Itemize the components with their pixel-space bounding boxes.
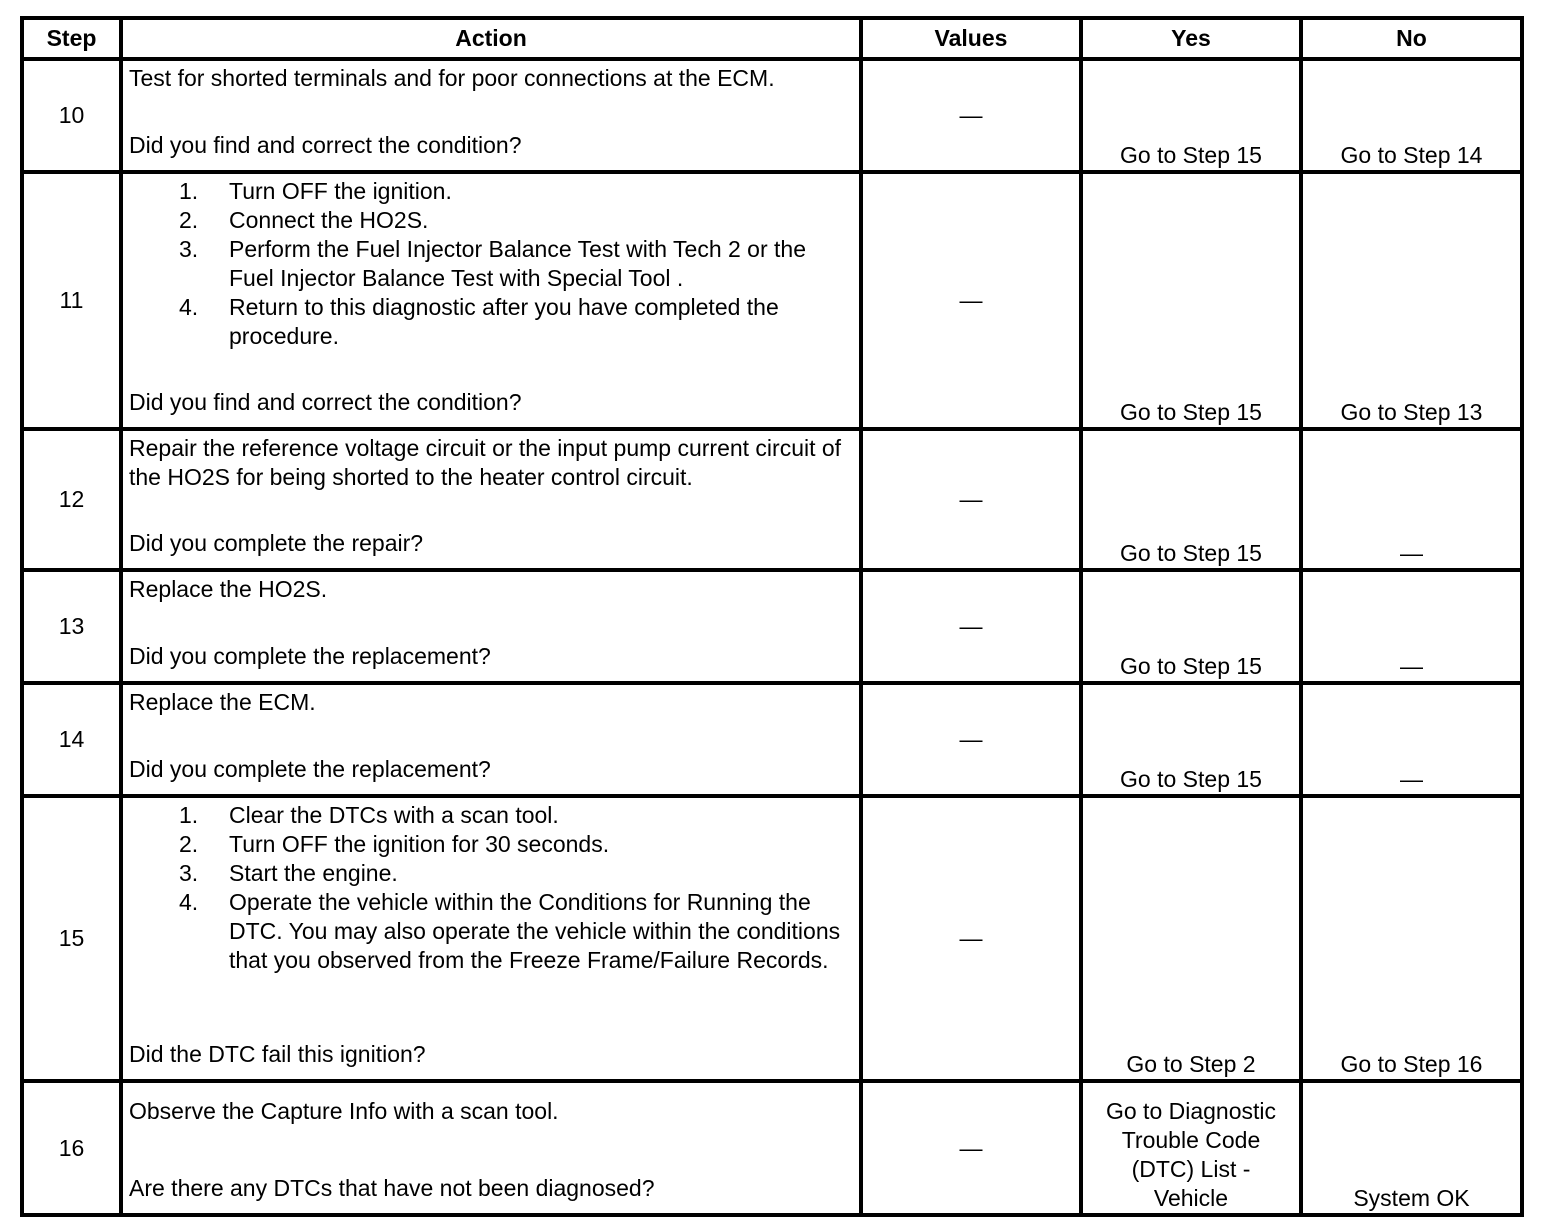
values-cell: — [861, 429, 1081, 570]
no-cell: System OK [1301, 1081, 1522, 1215]
list-item-number: 4. [179, 294, 199, 320]
yes-cell: Go to Step 15 [1081, 683, 1301, 796]
values-cell: — [861, 683, 1081, 796]
list-item [179, 293, 853, 351]
values-cell: — [861, 1081, 1081, 1215]
list-item-text: Return to this diagnostic after you have completed the procedure. [229, 294, 779, 349]
table-row [22, 1081, 1522, 1215]
header-yes: Yes [1081, 18, 1301, 59]
table-row [22, 172, 1522, 429]
no-cell: Go to Step 13 [1301, 172, 1522, 429]
step-number: 15 [22, 796, 121, 1081]
list-item-text: Turn OFF the ignition for 30 seconds. [229, 831, 610, 857]
action-cell [121, 796, 861, 1081]
action-cell [121, 59, 861, 172]
header-step: Step [22, 18, 121, 59]
list-item [179, 859, 853, 888]
step-number: 10 [22, 59, 121, 172]
values-cell: — [861, 172, 1081, 429]
action-question: Did you complete the replacement? [129, 756, 491, 782]
list-item [179, 206, 853, 235]
list-item-text: Perform the Fuel Injector Balance Test with Tech 2 or the Fuel Injector Balance Test with Special Tool . [229, 236, 806, 291]
header-values: Values [861, 18, 1081, 59]
yes-cell: Go to Step 15 [1081, 172, 1301, 429]
action-text: Test for shorted terminals and for poor connections at the ECM. [129, 65, 775, 91]
table-row [22, 429, 1522, 570]
list-item-number: 2. [179, 207, 199, 233]
diagnostic-table [20, 16, 1524, 1217]
action-text: Replace the HO2S. [129, 576, 328, 602]
list-item [179, 888, 853, 975]
action-text: Observe the Capture Info with a scan tool. [129, 1098, 559, 1124]
yes-cell: Go to Step 15 [1081, 429, 1301, 570]
list-item-number: 2. [179, 831, 199, 857]
header-no: No [1301, 18, 1522, 59]
action-cell [121, 1081, 861, 1215]
no-cell: Go to Step 14 [1301, 59, 1522, 172]
no-cell: — [1301, 683, 1522, 796]
header-action: Action [121, 18, 861, 59]
list-item-number: 3. [179, 236, 199, 262]
values-cell: — [861, 796, 1081, 1081]
yes-cell: Go to Step 2 [1081, 796, 1301, 1081]
values-cell: — [861, 570, 1081, 683]
step-number: 14 [22, 683, 121, 796]
yes-cell: Go to Step 15 [1081, 59, 1301, 172]
action-cell [121, 683, 861, 796]
action-question: Did you find and correct the condition? [129, 389, 522, 415]
action-question: Did you complete the replacement? [129, 643, 491, 669]
action-question: Did you complete the repair? [129, 530, 424, 556]
action-cell [121, 172, 861, 429]
action-text: Replace the ECM. [129, 689, 316, 715]
table-row [22, 683, 1522, 796]
step-number: 13 [22, 570, 121, 683]
list-item [179, 801, 853, 830]
action-text: Repair the reference voltage circuit or the input pump current circuit of the HO2S for being shorted to the heater control circuit. [129, 435, 842, 490]
no-cell: — [1301, 570, 1522, 683]
step-number: 12 [22, 429, 121, 570]
no-cell: Go to Step 16 [1301, 796, 1522, 1081]
list-item-number: 4. [179, 889, 199, 915]
yes-cell: Go to Diagnostic Trouble Code (DTC) List - Vehicle [1081, 1081, 1301, 1215]
list-item-text: Start the engine. [229, 860, 398, 886]
action-question: Did the DTC fail this ignition? [129, 1041, 426, 1067]
list-item [179, 177, 853, 206]
step-number: 11 [22, 172, 121, 429]
list-item-number: 1. [179, 178, 199, 204]
procedure-list [129, 801, 853, 975]
header-row [22, 18, 1522, 59]
table-row [22, 59, 1522, 172]
list-item-text: Clear the DTCs with a scan tool. [229, 802, 559, 828]
list-item-text: Connect the HO2S. [229, 207, 429, 233]
list-item-number: 3. [179, 860, 199, 886]
yes-cell: Go to Step 15 [1081, 570, 1301, 683]
procedure-list [129, 177, 853, 351]
list-item-text: Operate the vehicle within the Conditions for Running the DTC. You may also operate the vehicle within the conditions that you observed from the Freeze Frame/Failure Records. [229, 889, 841, 973]
table-row [22, 570, 1522, 683]
action-cell [121, 429, 861, 570]
no-cell: — [1301, 429, 1522, 570]
values-cell: — [861, 59, 1081, 172]
list-item [179, 830, 853, 859]
list-item-number: 1. [179, 802, 199, 828]
action-question: Are there any DTCs that have not been diagnosed? [129, 1175, 655, 1201]
action-cell [121, 570, 861, 683]
list-item [179, 235, 853, 293]
action-question: Did you find and correct the condition? [129, 132, 522, 158]
step-number: 16 [22, 1081, 121, 1215]
table-row [22, 796, 1522, 1081]
list-item-text: Turn OFF the ignition. [229, 178, 452, 204]
